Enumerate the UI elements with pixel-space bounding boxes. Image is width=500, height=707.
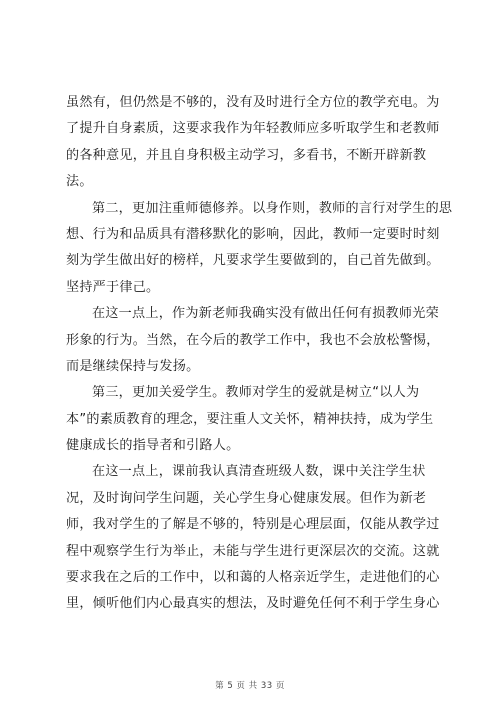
text-line: 虽然有，但仍然是不够的，没有及时进行全方位的教学充电。为 (66, 95, 440, 110)
text-line: 第二，更加注重师德修养。以身作则，教师的言行对学生的思 (92, 200, 453, 216)
text-line: 第三，更加关爱学生。教师对学生的爱就是树立“以人为 (92, 385, 420, 401)
text-line: 坚持严于律己。 (66, 279, 160, 295)
text-line: 在这一点上，课前我认真清查班级人数，课中关注学生状 (92, 464, 426, 480)
text-line: 本”的素质教育的理念，要注重人文关怀，精神扶持，成为学生 (66, 411, 434, 427)
text-line: 健康成长的指导者和引路人。 (66, 438, 240, 454)
text-line: 的各种意见，并且自身积极主动学习，多看书，不断开辟新教 (66, 147, 427, 163)
text-line: 在这一点上，作为新老师我确实没有做出任何有损教师光荣 (92, 306, 439, 322)
text-line: 师，我对学生的了解是不够的，特别是心理层面，仅能从教学过 (66, 517, 440, 533)
text-line: 程中观察学生行为举止，未能与学生进行更深层次的交流。这就 (66, 543, 440, 559)
text-line: 刻为学生做出好的榜样，凡要求学生要做到的，自己首先做到。 (66, 253, 440, 269)
text-line: 要求我在之后的工作中，以和蔼的人格亲近学生，走进他们的心 (66, 570, 440, 586)
text-line: 了提升自身素质，这要求我作为年轻教师应多听取学生和老教师 (66, 121, 440, 137)
text-line: 形象的行为。当然，在今后的教学工作中，我也不会放松警惕， (66, 332, 440, 348)
text-line: 法。 (66, 174, 93, 190)
text-line: 里，倾听他们内心最真实的想法，及时避免任何不利于学生身心 (66, 596, 440, 612)
body-text (66, 90, 453, 618)
text-line: 而是继续保持与发扬。 (66, 358, 200, 374)
text-line: 想、行为和品质具有潜移默化的影响，因此，教师一定要时时刻 (66, 226, 440, 242)
page-number-footer: 第 5 页 共 33 页 (215, 681, 285, 691)
text-line: 况，及时询问学生问题，关心学生身心健康发展。但作为新老 (66, 490, 427, 506)
